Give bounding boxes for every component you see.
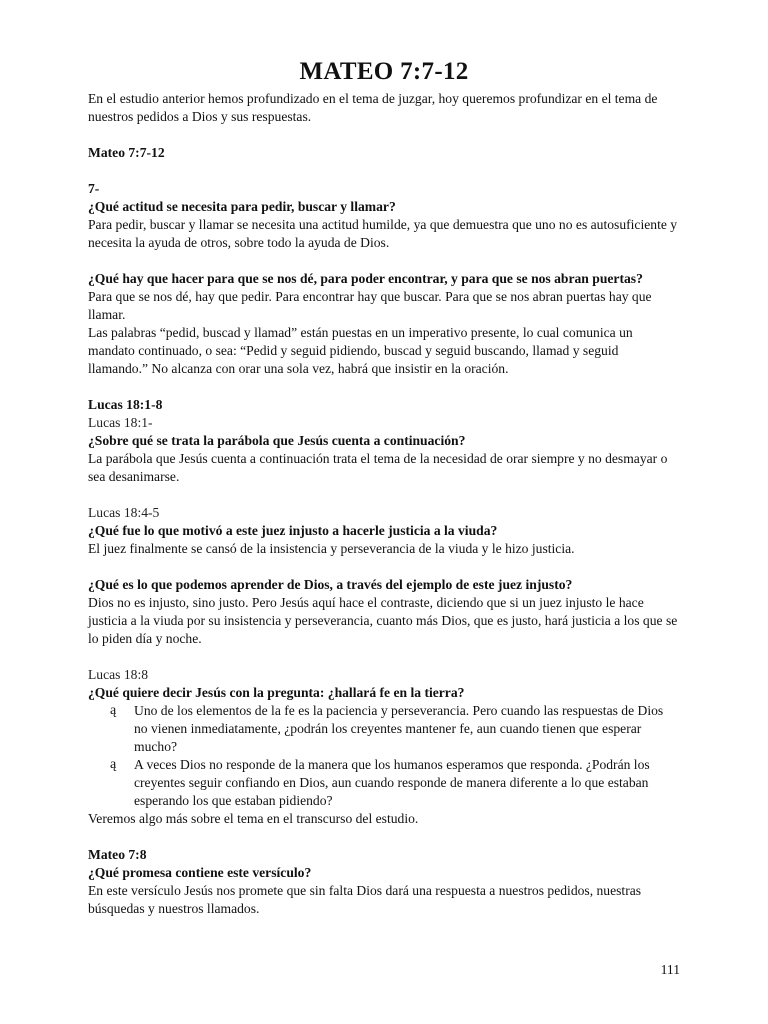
verse-reference: Lucas 18:8 <box>88 667 149 682</box>
spacer <box>88 828 680 846</box>
section-heading-lucas-18-1-8: Lucas 18:1-8 <box>88 397 163 412</box>
spacer <box>88 558 680 576</box>
bullet-icon: ą <box>110 703 117 718</box>
spacer <box>88 378 680 396</box>
answer-attitude: Para pedir, buscar y llamar se necesita una actitud humilde, ya que demuestra que uno no es autosuficiente y necesita la ayuda de otros, sobre todo la ayuda de Dios. <box>88 217 678 250</box>
section-heading-mateo-7-8: Mateo 7:8 <box>88 847 147 862</box>
question-parable: ¿Sobre qué se trata la parábola que Jesús cuenta a continuación? <box>88 433 466 448</box>
list-item <box>110 756 680 810</box>
question-learn-from-god: ¿Qué es lo que podemos aprender de Dios, a través del ejemplo de este juez injusto? <box>88 577 573 592</box>
list-item-text: A veces Dios no responde de la manera que los humanos esperamos que responda. ¿Podrán los creyentes seguir confiando en Dios, aun cuando responde de manera diferente a lo que estaban esperando los que estaban pidiendo? <box>134 757 650 808</box>
verse-reference: Lucas 18:4-5 <box>88 505 160 520</box>
closing-note: Veremos algo más sobre el tema en el transcurso del estudio. <box>88 811 419 826</box>
list-item-text: Uno de los elementos de la fe es la paciencia y perseverancia. Pero cuando las respuestas de Dios no vienen inmediatamente, ¿podrán los creyentes mantener fe, aun cuando tienen que esperar mucho? <box>134 703 664 754</box>
list-item <box>110 702 680 756</box>
answer-judge-motive: El juez finalmente se cansó de la insistencia y perseverancia de la viuda y le hizo justicia. <box>88 541 575 556</box>
verse-number: 7- <box>88 181 100 196</box>
answer-learn-from-god: Dios no es injusto, sino justo. Pero Jesús aquí hace el contraste, diciendo que si un juez injusto le hace justicia a la viuda por su insistencia y perseverancia, cuanto más Dios, que es justo, hará justicia a los que se lo piden día y noche. <box>88 595 678 646</box>
section-heading-mateo-7-7-12: Mateo 7:7-12 <box>88 145 165 160</box>
spacer <box>88 162 680 180</box>
answer-what-to-do: Para que se nos dé, hay que pedir. Para encontrar hay que buscar. Para que se nos abran puertas hay que llamar. <box>88 289 652 322</box>
spacer <box>88 126 680 144</box>
answer-imperative: Las palabras “pedid, buscad y llamad” están puestas en un imperativo presente, lo cual comunica un mandato continuado, o sea: “Pedid y seguid pidiendo, buscad y seguid buscando, llamad y seguid llamando.” No alcanza con orar una sola vez, habrá que insistir en la oración. <box>88 325 633 376</box>
spacer <box>88 252 680 270</box>
answer-parable: La parábola que Jesús cuenta a continuación trata el tema de la necesidad de orar siempre y no desmayar o sea desanimarse. <box>88 451 668 484</box>
spacer <box>88 486 680 504</box>
question-attitude: ¿Qué actitud se necesita para pedir, buscar y llamar? <box>88 199 396 214</box>
page-number: 111 <box>660 962 680 977</box>
intro-paragraph: En el estudio anterior hemos profundizado en el tema de juzgar, hoy queremos profundizar en el tema de nuestros pedidos a Dios y sus respuestas. <box>88 91 658 124</box>
page-title: MATEO 7:7-12 <box>299 58 469 85</box>
verse-reference: Lucas 18:1- <box>88 415 153 430</box>
answer-promise: En este versículo Jesús nos promete que sin falta Dios dará una respuesta a nuestros pedidos, nuestras búsquedas y nuestros llamados. <box>88 883 642 916</box>
question-promise: ¿Qué promesa contiene este versículo? <box>88 865 312 880</box>
spacer <box>88 648 680 666</box>
bullet-list <box>88 702 680 810</box>
question-what-to-do: ¿Qué hay que hacer para que se nos dé, para poder encontrar, y para que se nos abran puertas? <box>88 271 643 286</box>
question-judge-motive: ¿Qué fue lo que motivó a este juez injusto a hacerle justicia a la viuda? <box>88 523 498 538</box>
bullet-icon: ą <box>110 757 117 772</box>
question-faith-on-earth: ¿Qué quiere decir Jesús con la pregunta: ¿hallará fe en la tierra? <box>88 685 465 700</box>
